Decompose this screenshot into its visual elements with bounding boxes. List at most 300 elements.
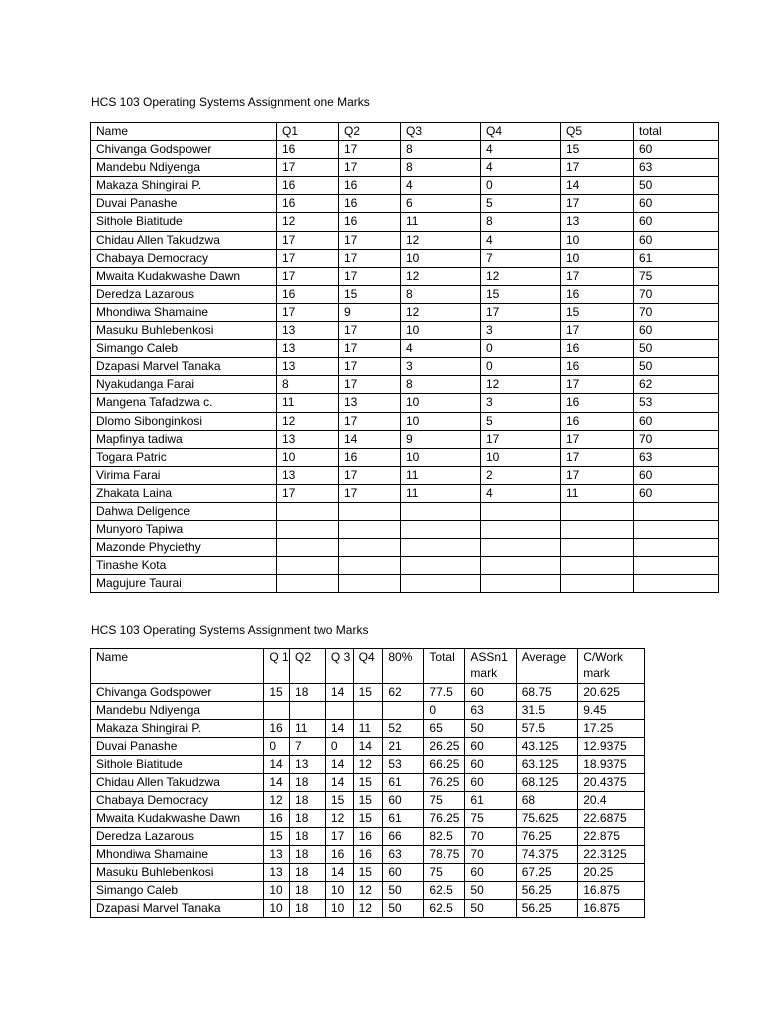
mark-cell: 17.25 xyxy=(578,720,645,738)
mark-cell: 50 xyxy=(634,177,719,195)
table-row xyxy=(91,195,719,213)
table-row xyxy=(91,448,719,466)
student-name-cell: Simango Caleb xyxy=(91,882,264,900)
mark-cell: 17 xyxy=(339,466,401,484)
mark-cell: 16 xyxy=(561,412,634,430)
mark-cell: 26.25 xyxy=(424,738,465,756)
table-row xyxy=(91,557,719,575)
mark-cell: 15 xyxy=(264,684,290,702)
table-row xyxy=(91,394,719,412)
mark-cell: 6 xyxy=(401,195,481,213)
student-name-cell: Mangena Tafadzwa c. xyxy=(91,394,277,412)
mark-cell: 10 xyxy=(277,448,339,466)
student-name-cell: Chivanga Godspower xyxy=(91,684,264,702)
mark-cell: 16 xyxy=(339,195,401,213)
mark-cell: 17 xyxy=(339,159,401,177)
mark-cell: 20.4 xyxy=(578,792,645,810)
mark-cell: 50 xyxy=(465,900,516,918)
mark-cell: 14 xyxy=(325,720,353,738)
mark-cell: 13 xyxy=(264,846,290,864)
student-name-cell: Mhondiwa Shamaine xyxy=(91,303,277,321)
mark-cell: 17 xyxy=(277,303,339,321)
mark-cell: 5 xyxy=(481,412,561,430)
mark-cell: 10 xyxy=(401,249,481,267)
mark-cell: 10 xyxy=(325,900,353,918)
column-header: Q5 xyxy=(561,123,634,141)
mark-cell xyxy=(277,502,339,520)
mark-cell xyxy=(277,557,339,575)
mark-cell: 17 xyxy=(561,159,634,177)
mark-cell: 17 xyxy=(339,231,401,249)
mark-cell: 0 xyxy=(481,340,561,358)
table-row xyxy=(91,828,645,846)
mark-cell: 50 xyxy=(383,882,424,900)
table-row xyxy=(91,521,719,539)
mark-cell: 17 xyxy=(561,448,634,466)
mark-cell xyxy=(401,557,481,575)
column-header: Q3 xyxy=(401,123,481,141)
mark-cell: 53 xyxy=(634,394,719,412)
mark-cell: 12 xyxy=(353,882,383,900)
mark-cell: 17 xyxy=(339,340,401,358)
mark-cell: 60 xyxy=(465,864,516,882)
table-row xyxy=(91,738,645,756)
mark-cell: 0 xyxy=(481,177,561,195)
table-row xyxy=(91,756,645,774)
mark-cell: 63 xyxy=(383,846,424,864)
mark-cell: 62.5 xyxy=(424,882,465,900)
mark-cell xyxy=(383,702,424,720)
mark-cell: 75 xyxy=(424,792,465,810)
mark-cell: 60 xyxy=(465,684,516,702)
table-row xyxy=(91,430,719,448)
mark-cell xyxy=(634,557,719,575)
mark-cell: 4 xyxy=(481,484,561,502)
table-row xyxy=(91,322,719,340)
mark-cell xyxy=(277,521,339,539)
mark-cell: 61 xyxy=(383,810,424,828)
mark-cell: 14 xyxy=(325,684,353,702)
student-name-cell: Sithole Biatitude xyxy=(91,756,264,774)
mark-cell: 12 xyxy=(401,303,481,321)
mark-cell: 18 xyxy=(290,774,326,792)
mark-cell: 14 xyxy=(325,774,353,792)
mark-cell: 53 xyxy=(383,756,424,774)
table-row xyxy=(91,141,719,159)
student-name-cell: Togara Patric xyxy=(91,448,277,466)
mark-cell: 13 xyxy=(290,756,326,774)
mark-cell: 76.25 xyxy=(424,774,465,792)
assignment-one-table xyxy=(90,122,719,593)
mark-cell: 17 xyxy=(339,484,401,502)
mark-cell xyxy=(561,539,634,557)
mark-cell: 17 xyxy=(339,249,401,267)
mark-cell xyxy=(481,502,561,520)
mark-cell: 15 xyxy=(561,303,634,321)
mark-cell xyxy=(277,539,339,557)
mark-cell xyxy=(634,575,719,593)
mark-cell: 4 xyxy=(481,141,561,159)
table-row xyxy=(91,502,719,520)
column-header: Q2 xyxy=(339,123,401,141)
student-name-cell: Dlomo Sibonginkosi xyxy=(91,412,277,430)
mark-cell: 10 xyxy=(264,882,290,900)
mark-cell: 11 xyxy=(561,484,634,502)
mark-cell: 16 xyxy=(277,177,339,195)
mark-cell: 18 xyxy=(290,882,326,900)
student-name-cell: Dzapasi Marvel Tanaka xyxy=(91,358,277,376)
mark-cell xyxy=(634,521,719,539)
mark-cell xyxy=(339,502,401,520)
mark-cell: 5 xyxy=(481,195,561,213)
mark-cell: 16.875 xyxy=(578,882,645,900)
mark-cell: 17 xyxy=(339,358,401,376)
mark-cell xyxy=(339,575,401,593)
mark-cell: 20.4375 xyxy=(578,774,645,792)
column-header: Total xyxy=(424,649,465,684)
student-name-cell: Dzapasi Marvel Tanaka xyxy=(91,900,264,918)
mark-cell: 17 xyxy=(561,376,634,394)
mark-cell: 74.375 xyxy=(516,846,578,864)
mark-cell: 10 xyxy=(401,394,481,412)
mark-cell: 60 xyxy=(383,864,424,882)
mark-cell: 18 xyxy=(290,792,326,810)
mark-cell xyxy=(401,502,481,520)
mark-cell: 11 xyxy=(401,484,481,502)
mark-cell: 13 xyxy=(277,340,339,358)
mark-cell: 61 xyxy=(634,249,719,267)
mark-cell: 68 xyxy=(516,792,578,810)
mark-cell: 17 xyxy=(339,412,401,430)
mark-cell: 52 xyxy=(383,720,424,738)
column-header: Q1 xyxy=(277,123,339,141)
student-name-cell: Masuku Buhlebenkosi xyxy=(91,322,277,340)
mark-cell: 0 xyxy=(325,738,353,756)
table-row xyxy=(91,376,719,394)
mark-cell: 77.5 xyxy=(424,684,465,702)
mark-cell: 60 xyxy=(634,412,719,430)
mark-cell: 15 xyxy=(353,810,383,828)
table-row xyxy=(91,882,645,900)
mark-cell: 14 xyxy=(264,774,290,792)
mark-cell: 10 xyxy=(325,882,353,900)
mark-cell: 12.9375 xyxy=(578,738,645,756)
mark-cell xyxy=(561,521,634,539)
mark-cell: 17 xyxy=(561,267,634,285)
mark-cell xyxy=(401,575,481,593)
mark-cell: 14 xyxy=(339,430,401,448)
mark-cell: 70 xyxy=(634,303,719,321)
mark-cell: 8 xyxy=(401,376,481,394)
mark-cell: 50 xyxy=(634,358,719,376)
mark-cell: 13 xyxy=(339,394,401,412)
mark-cell: 70 xyxy=(465,846,516,864)
mark-cell: 60 xyxy=(634,195,719,213)
mark-cell: 18 xyxy=(290,900,326,918)
table-row xyxy=(91,900,645,918)
mark-cell: 10 xyxy=(481,448,561,466)
mark-cell xyxy=(290,702,326,720)
mark-cell: 76.25 xyxy=(516,828,578,846)
mark-cell: 12 xyxy=(401,267,481,285)
mark-cell: 11 xyxy=(401,466,481,484)
mark-cell: 21 xyxy=(383,738,424,756)
mark-cell: 22.875 xyxy=(578,828,645,846)
mark-cell xyxy=(339,557,401,575)
table-row xyxy=(91,810,645,828)
mark-cell: 4 xyxy=(481,159,561,177)
mark-cell: 16 xyxy=(561,285,634,303)
student-name-cell: Munyoro Tapiwa xyxy=(91,521,277,539)
mark-cell: 15 xyxy=(353,864,383,882)
mark-cell: 16 xyxy=(264,720,290,738)
mark-cell: 56.25 xyxy=(516,882,578,900)
student-name-cell: Mwaita Kudakwashe Dawn xyxy=(91,810,264,828)
mark-cell xyxy=(481,557,561,575)
table-row xyxy=(91,539,719,557)
header-row xyxy=(91,123,719,141)
mark-cell: 7 xyxy=(290,738,326,756)
mark-cell: 75 xyxy=(424,864,465,882)
mark-cell: 66 xyxy=(383,828,424,846)
student-name-cell: Mwaita Kudakwashe Dawn xyxy=(91,267,277,285)
mark-cell: 18.9375 xyxy=(578,756,645,774)
mark-cell: 12 xyxy=(481,376,561,394)
mark-cell: 13 xyxy=(277,430,339,448)
mark-cell: 75.625 xyxy=(516,810,578,828)
table-row xyxy=(91,575,719,593)
mark-cell: 17 xyxy=(277,484,339,502)
student-name-cell: Masuku Buhlebenkosi xyxy=(91,864,264,882)
mark-cell: 63 xyxy=(634,159,719,177)
mark-cell: 10 xyxy=(401,322,481,340)
mark-cell: 17 xyxy=(277,231,339,249)
column-header: Q4 xyxy=(481,123,561,141)
mark-cell: 16 xyxy=(353,828,383,846)
mark-cell xyxy=(339,539,401,557)
mark-cell: 60 xyxy=(634,213,719,231)
table-row xyxy=(91,177,719,195)
mark-cell: 4 xyxy=(401,177,481,195)
mark-cell: 82.5 xyxy=(424,828,465,846)
mark-cell: 75 xyxy=(634,267,719,285)
mark-cell: 20.25 xyxy=(578,864,645,882)
student-name-cell: Tinashe Kota xyxy=(91,557,277,575)
mark-cell: 62 xyxy=(634,376,719,394)
table-row xyxy=(91,774,645,792)
table-row xyxy=(91,213,719,231)
mark-cell: 12 xyxy=(325,810,353,828)
mark-cell: 15 xyxy=(481,285,561,303)
mark-cell: 4 xyxy=(481,231,561,249)
mark-cell: 3 xyxy=(481,394,561,412)
mark-cell: 14 xyxy=(353,738,383,756)
mark-cell: 16.875 xyxy=(578,900,645,918)
mark-cell: 14 xyxy=(264,756,290,774)
mark-cell: 18 xyxy=(290,864,326,882)
mark-cell: 75 xyxy=(465,810,516,828)
mark-cell: 17 xyxy=(339,376,401,394)
mark-cell: 11 xyxy=(401,213,481,231)
mark-cell: 9 xyxy=(401,430,481,448)
student-name-cell: Chivanga Godspower xyxy=(91,141,277,159)
mark-cell: 17 xyxy=(481,303,561,321)
mark-cell xyxy=(561,502,634,520)
mark-cell: 12 xyxy=(353,900,383,918)
mark-cell xyxy=(353,702,383,720)
mark-cell: 70 xyxy=(465,828,516,846)
mark-cell: 14 xyxy=(325,756,353,774)
mark-cell: 68.125 xyxy=(516,774,578,792)
mark-cell xyxy=(264,702,290,720)
mark-cell: 50 xyxy=(465,720,516,738)
mark-cell: 13 xyxy=(264,864,290,882)
assignment-two-title: HCS 103 Operating Systems Assignment two Marks xyxy=(91,623,369,637)
mark-cell: 2 xyxy=(481,466,561,484)
mark-cell: 61 xyxy=(465,792,516,810)
header-row xyxy=(91,649,645,684)
mark-cell: 10 xyxy=(561,231,634,249)
mark-cell: 50 xyxy=(383,900,424,918)
mark-cell: 11 xyxy=(277,394,339,412)
student-name-cell: Chidau Allen Takudzwa xyxy=(91,774,264,792)
mark-cell: 10 xyxy=(264,900,290,918)
mark-cell: 8 xyxy=(401,141,481,159)
student-name-cell: Mhondiwa Shamaine xyxy=(91,846,264,864)
student-name-cell: Chabaya Democracy xyxy=(91,792,264,810)
table-row xyxy=(91,702,645,720)
mark-cell: 17 xyxy=(561,466,634,484)
mark-cell xyxy=(325,702,353,720)
mark-cell: 20.625 xyxy=(578,684,645,702)
assignment-two-table xyxy=(90,648,645,918)
mark-cell: 76.25 xyxy=(424,810,465,828)
mark-cell: 13 xyxy=(277,322,339,340)
student-name-cell: Chabaya Democracy xyxy=(91,249,277,267)
assignment-one-title: HCS 103 Operating Systems Assignment one Marks xyxy=(91,95,370,109)
student-name-cell: Zhakata Laina xyxy=(91,484,277,502)
mark-cell: 60 xyxy=(634,141,719,159)
student-name-cell: Sithole Biatitude xyxy=(91,213,277,231)
mark-cell: 17 xyxy=(481,430,561,448)
mark-cell xyxy=(481,575,561,593)
mark-cell: 10 xyxy=(561,249,634,267)
mark-cell: 68.75 xyxy=(516,684,578,702)
student-name-cell: Makaza Shingirai P. xyxy=(91,720,264,738)
column-header: ASSn1 mark xyxy=(465,649,516,684)
mark-cell: 18 xyxy=(290,684,326,702)
mark-cell: 17 xyxy=(277,159,339,177)
mark-cell: 16 xyxy=(325,846,353,864)
mark-cell: 13 xyxy=(561,213,634,231)
mark-cell: 18 xyxy=(290,828,326,846)
table-row xyxy=(91,846,645,864)
column-header: Average xyxy=(516,649,578,684)
table-row xyxy=(91,864,645,882)
mark-cell: 12 xyxy=(353,756,383,774)
table-row xyxy=(91,303,719,321)
mark-cell: 16 xyxy=(339,448,401,466)
mark-cell: 16 xyxy=(277,195,339,213)
mark-cell: 14 xyxy=(561,177,634,195)
mark-cell xyxy=(561,575,634,593)
mark-cell: 12 xyxy=(401,231,481,249)
mark-cell: 78.75 xyxy=(424,846,465,864)
mark-cell: 3 xyxy=(401,358,481,376)
mark-cell: 15 xyxy=(353,684,383,702)
mark-cell: 15 xyxy=(325,792,353,810)
mark-cell: 8 xyxy=(481,213,561,231)
mark-cell xyxy=(481,539,561,557)
mark-cell: 70 xyxy=(634,285,719,303)
mark-cell: 50 xyxy=(634,340,719,358)
mark-cell: 16 xyxy=(561,394,634,412)
mark-cell: 13 xyxy=(277,358,339,376)
mark-cell: 67.25 xyxy=(516,864,578,882)
column-header: Name xyxy=(91,649,264,684)
mark-cell: 4 xyxy=(401,340,481,358)
mark-cell: 7 xyxy=(481,249,561,267)
student-name-cell: Mazonde Phyciethy xyxy=(91,539,277,557)
mark-cell: 60 xyxy=(465,756,516,774)
mark-cell: 3 xyxy=(481,322,561,340)
mark-cell: 0 xyxy=(424,702,465,720)
mark-cell: 15 xyxy=(353,792,383,810)
mark-cell: 11 xyxy=(290,720,326,738)
column-header: 80% xyxy=(383,649,424,684)
mark-cell: 9.45 xyxy=(578,702,645,720)
mark-cell xyxy=(634,502,719,520)
student-name-cell: Duvai Panashe xyxy=(91,195,277,213)
mark-cell: 16 xyxy=(277,141,339,159)
mark-cell: 15 xyxy=(264,828,290,846)
student-name-cell: Duvai Panashe xyxy=(91,738,264,756)
table-row xyxy=(91,466,719,484)
mark-cell: 10 xyxy=(401,412,481,430)
mark-cell: 63 xyxy=(634,448,719,466)
mark-cell: 0 xyxy=(264,738,290,756)
column-header: Q2 xyxy=(290,649,326,684)
student-name-cell: Dahwa Deligence xyxy=(91,502,277,520)
mark-cell: 17 xyxy=(277,249,339,267)
mark-cell: 60 xyxy=(634,231,719,249)
mark-cell: 17 xyxy=(561,322,634,340)
student-name-cell: Nyakudanga Farai xyxy=(91,376,277,394)
table-row xyxy=(91,412,719,430)
table-row xyxy=(91,231,719,249)
mark-cell: 17 xyxy=(339,267,401,285)
mark-cell: 18 xyxy=(290,846,326,864)
table-row xyxy=(91,792,645,810)
table-row xyxy=(91,720,645,738)
column-header: total xyxy=(634,123,719,141)
table-row xyxy=(91,249,719,267)
mark-cell: 60 xyxy=(634,484,719,502)
mark-cell: 17 xyxy=(561,195,634,213)
table-row xyxy=(91,159,719,177)
mark-cell: 60 xyxy=(634,322,719,340)
column-header: Q 1 xyxy=(264,649,290,684)
mark-cell: 63.125 xyxy=(516,756,578,774)
student-name-cell: Mapfinya tadiwa xyxy=(91,430,277,448)
mark-cell xyxy=(401,539,481,557)
mark-cell: 50 xyxy=(465,882,516,900)
mark-cell: 66.25 xyxy=(424,756,465,774)
mark-cell: 60 xyxy=(465,738,516,756)
table-row xyxy=(91,358,719,376)
mark-cell: 16 xyxy=(339,177,401,195)
student-name-cell: Deredza Lazarous xyxy=(91,285,277,303)
